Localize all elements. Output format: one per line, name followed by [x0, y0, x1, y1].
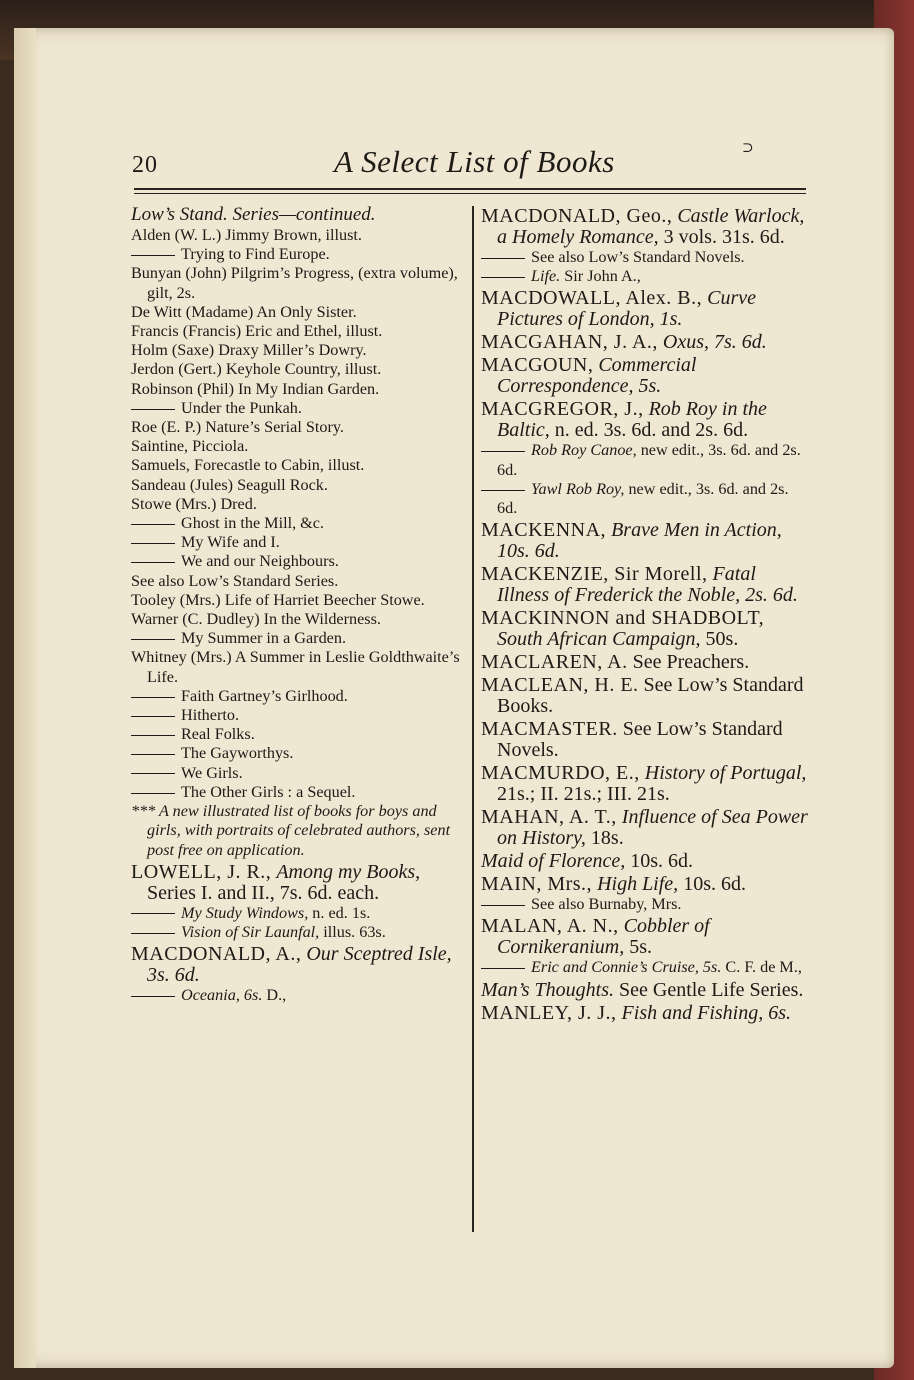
entry-text: Roe (E. P.) Nature’s Serial Story. — [131, 418, 344, 437]
entry-author: LOWELL, J. R., — [131, 860, 272, 883]
entry-author: MACLAREN, A. — [481, 651, 628, 674]
entry-text: See also Low’s Standard Series. — [131, 571, 339, 590]
catalogue-entry — [131, 591, 463, 610]
catalogue-entry — [131, 783, 463, 802]
entry-author: MACGAHAN, J. A., — [481, 331, 658, 354]
ditto-dash — [481, 490, 525, 491]
catalogue-entry — [131, 264, 463, 302]
catalogue-entry — [131, 725, 463, 744]
catalogue-entry — [481, 958, 811, 977]
catalogue-entry — [481, 916, 811, 958]
entry-title: My Study Windows, — [181, 903, 309, 922]
catalogue-entry — [131, 322, 463, 341]
entry-text: n. ed. 1s. — [312, 903, 371, 922]
entry-text: See also Low’s Standard Novels. — [531, 248, 745, 266]
ditto-dash — [131, 409, 175, 410]
entry-title: Yawl Rob Roy, — [531, 479, 625, 498]
entry-title: Commercial Correspondence, 5s. — [497, 354, 697, 398]
entry-text: D., — [266, 986, 287, 1005]
entry-title: Influence of Sea Power on History, — [497, 806, 808, 850]
entry-text: Bunyan (John) Pilgrim’s Progress, (extra volume), gilt, 2s. — [131, 264, 458, 302]
entry-text: 50s. — [705, 628, 739, 651]
left-column — [131, 204, 463, 1005]
entry-text: Jerdon (Gert.) Keyhole Country, illust. — [131, 360, 382, 379]
ditto-dash — [131, 933, 175, 934]
entry-title: Oceania, 6s. — [181, 986, 263, 1005]
catalogue-entry — [131, 610, 463, 629]
page-number: 20 — [132, 152, 158, 178]
ditto-dash — [131, 543, 175, 544]
entry-title: Man’s Thoughts. — [481, 978, 614, 1001]
ditto-dash — [131, 562, 175, 563]
catalogue-entry — [131, 495, 463, 514]
entry-text: Samuels, Forecastle to Cabin, illust. — [131, 456, 365, 475]
entry-title: Rob Roy Canoe, — [531, 441, 637, 460]
catalogue-entry — [131, 552, 463, 571]
entry-text: Sandeau (Jules) Seagull Rock. — [131, 475, 328, 494]
ditto-dash — [131, 793, 175, 794]
catalogue-entry — [481, 763, 811, 805]
catalogue-entry — [131, 944, 463, 986]
entry-text: Real Folks. — [181, 725, 255, 744]
ditto-dash — [131, 639, 175, 640]
entry-title: High Life, — [597, 873, 679, 896]
entry-text: We and our Neighbours. — [181, 552, 339, 571]
catalogue-entry — [481, 267, 811, 286]
catalogue-entry — [131, 303, 463, 322]
entry-text: C. F. de M., — [725, 958, 802, 977]
entry-text: See Low’s Standard Books. — [497, 674, 804, 718]
catalogue-entry — [131, 802, 463, 860]
entry-title: Rob Roy in the Baltic, — [497, 398, 767, 442]
catalogue-entry — [131, 572, 463, 591]
catalogue-entry — [481, 441, 811, 479]
entry-text: Under the Punkah. — [181, 398, 302, 417]
catalogue-entry — [131, 862, 463, 904]
ditto-dash — [481, 277, 525, 278]
catalogue-entry — [481, 355, 811, 397]
entry-text: Low’s Stand. Series—continued. — [131, 204, 376, 225]
entry-title: Castle Warlock, a Homely Romance, — [497, 205, 805, 248]
entry-author: MACDOWALL, Alex. B., — [481, 287, 703, 310]
ditto-dash — [131, 996, 175, 997]
catalogue-entry — [481, 332, 811, 353]
entry-text: 3 vols. 31s. 6d. — [663, 226, 785, 248]
catalogue-entry — [481, 206, 811, 248]
right-column — [481, 204, 811, 1024]
ditto-dash — [131, 754, 175, 755]
entry-text: Tooley (Mrs.) Life of Harriet Beecher Stowe. — [131, 590, 425, 609]
entry-title: Fatal Illness of Frederick the Noble, 2s. 6d. — [497, 563, 798, 607]
entry-text: *** A new illustrated list of books for boys and girls, with portraits of celebrated authors, sent post free on application. — [131, 802, 451, 859]
printer-mark: ⊃ — [742, 141, 754, 156]
catalogue-entry — [131, 341, 463, 360]
entry-author: MACGREGOR, J., — [481, 398, 644, 421]
entry-text: new edit., 3s. 6d. and 2s. 6d. — [497, 479, 789, 518]
entry-text: new edit., 3s. 6d. and 2s. 6d. — [497, 441, 801, 479]
entry-text: Whitney (Mrs.) A Summer in Leslie Goldthwaite’s Life. — [131, 648, 460, 686]
ditto-dash — [481, 258, 525, 259]
catalogue-entry — [131, 744, 463, 763]
catalogue-entry — [481, 874, 811, 895]
entry-text: Sir John A., — [564, 267, 641, 286]
catalogue-entry — [131, 533, 463, 552]
catalogue-entry — [481, 895, 811, 914]
catalogue-entry — [481, 675, 811, 717]
catalogue-entry — [131, 706, 463, 725]
entry-text: Stowe (Mrs.) Dred. — [131, 494, 257, 513]
entry-title: Cobbler of Cornikeranium, — [497, 915, 710, 959]
entry-title: South African Campaign, — [497, 628, 701, 651]
entry-title: Vision of Sir Launfal, — [181, 922, 320, 941]
entry-text: 21s.; II. 21s.; III. 21s. — [497, 783, 670, 806]
page-gutter — [14, 28, 36, 1368]
entry-text: The Other Girls : a Sequel. — [181, 782, 356, 801]
entry-author: MACDONALD, A., — [131, 943, 302, 966]
catalogue-entry — [131, 687, 463, 706]
entry-text: 10s. 6d. — [630, 850, 694, 873]
catalogue-entry — [481, 608, 811, 650]
catalogue-entry — [131, 986, 463, 1005]
column-divider — [472, 206, 474, 1232]
catalogue-entry — [131, 399, 463, 418]
entry-text: See Preachers. — [632, 651, 750, 674]
ditto-dash — [131, 255, 175, 256]
entry-title: Maid of Florence, — [481, 850, 626, 873]
catalogue-entry — [131, 204, 463, 225]
entry-text: 10s. 6d. — [683, 873, 746, 896]
entry-title: Curve Pictures of London, 1s. — [497, 287, 756, 331]
entry-text: Alden (W. L.) Jimmy Brown, illust. — [131, 226, 362, 244]
ditto-dash — [131, 913, 175, 914]
entry-text: Trying to Find Europe. — [181, 245, 330, 264]
entry-text: Holm (Saxe) Draxy Miller’s Dowry. — [131, 341, 367, 360]
entry-title: History of Portugal, — [644, 762, 807, 785]
running-title: A Select List of Books — [334, 144, 615, 179]
entry-text: Series I. and II., 7s. 6d. each. — [147, 881, 380, 904]
entry-title: Among my Books, — [276, 860, 421, 883]
entry-author: MALAN, A. N., — [481, 915, 619, 938]
entry-author: MAHAN, A. T., — [481, 806, 617, 829]
catalogue-entry — [481, 288, 811, 330]
ditto-dash — [481, 905, 525, 906]
entry-text: The Gayworthys. — [181, 744, 294, 763]
entry-text: illus. 63s. — [323, 922, 386, 941]
catalogue-entry — [481, 719, 811, 761]
entry-author: MACKENNA, — [481, 519, 607, 542]
header-rule-thin — [134, 193, 806, 194]
catalogue-entry — [481, 807, 811, 849]
entry-text: My Summer in a Garden. — [181, 629, 346, 648]
entry-text: Faith Gartney’s Girlhood. — [181, 686, 348, 705]
entry-text: n. ed. 3s. 6d. and 2s. 6d. — [554, 419, 749, 442]
entry-text: Robinson (Phil) In My Indian Garden. — [131, 379, 380, 398]
catalogue-entry — [481, 980, 811, 1001]
entry-author: MACMASTER. — [481, 718, 618, 741]
entry-text: 5s. — [629, 936, 653, 959]
catalogue-entry — [481, 851, 811, 872]
catalogue-entry — [481, 480, 811, 518]
catalogue-entry — [131, 648, 463, 686]
entry-author: MAIN, Mrs., — [481, 873, 593, 896]
ditto-dash — [131, 716, 175, 717]
catalogue-entry — [131, 360, 463, 379]
catalogue-entry — [131, 380, 463, 399]
catalogue-entry — [131, 226, 463, 245]
entry-title: Eric and Connie’s Cruise, 5s. — [531, 958, 722, 977]
catalogue-entry — [131, 764, 463, 783]
entry-text: See also Burnaby, Mrs. — [531, 895, 682, 914]
entry-title: Life. — [531, 267, 561, 286]
catalogue-entry — [481, 652, 811, 673]
ditto-dash — [131, 773, 175, 774]
ditto-dash — [481, 968, 525, 969]
entry-title: Our Sceptred Isle, 3s. 6d. — [147, 943, 452, 987]
entry-text: We Girls. — [181, 763, 243, 782]
entry-text: Warner (C. Dudley) In the Wilderness. — [131, 610, 381, 629]
entry-author: MANLEY, J. J., — [481, 1001, 617, 1024]
entry-title: Fish and Fishing, 6s. — [621, 1001, 791, 1024]
entry-author: MACLEAN, H. E. — [481, 674, 639, 697]
catalogue-entry — [481, 520, 811, 562]
catalogue-entry — [131, 514, 463, 533]
entry-text: De Witt (Madame) An Only Sister. — [131, 302, 357, 321]
ditto-dash — [131, 524, 175, 525]
entry-text: My Wife and I. — [181, 533, 280, 552]
ditto-dash — [481, 451, 525, 452]
catalogue-entry — [131, 245, 463, 264]
entry-text: Francis (Francis) Eric and Ethel, illust. — [131, 322, 383, 341]
entry-author: MACGOUN, — [481, 354, 594, 377]
catalogue-entry — [131, 476, 463, 495]
entry-text: Hitherto. — [181, 706, 239, 725]
catalogue-entry — [481, 564, 811, 606]
catalogue-entry — [131, 629, 463, 648]
entry-text: See Low’s Standard Novels. — [497, 718, 783, 762]
entry-author: MACDONALD, Geo., — [481, 205, 673, 227]
catalogue-entry — [131, 456, 463, 475]
entry-text: 18s. — [590, 827, 624, 850]
catalogue-entry — [481, 399, 811, 441]
catalogue-entry — [131, 437, 463, 456]
entry-title: Oxus, 7s. 6d. — [662, 331, 767, 354]
entry-text: See Gentle Life Series. — [619, 978, 804, 1001]
entry-title: Brave Men in Action, 10s. 6d. — [497, 519, 782, 563]
catalogue-entry — [131, 418, 463, 437]
entry-text: Ghost in the Mill, &c. — [181, 514, 324, 533]
catalogue-entry — [131, 923, 463, 942]
ditto-dash — [131, 735, 175, 736]
ditto-dash — [131, 697, 175, 698]
catalogue-entry — [481, 248, 811, 267]
entry-text: Saintine, Picciola. — [131, 437, 249, 456]
catalogue-entry — [481, 1003, 811, 1024]
entry-author: MACMURDO, E., — [481, 762, 640, 785]
header-rule — [134, 188, 806, 190]
entry-author: MACKINNON and SHADBOLT, — [481, 607, 765, 630]
catalogue-entry — [131, 904, 463, 923]
entry-author: MACKENZIE, Sir Morell, — [481, 563, 708, 586]
